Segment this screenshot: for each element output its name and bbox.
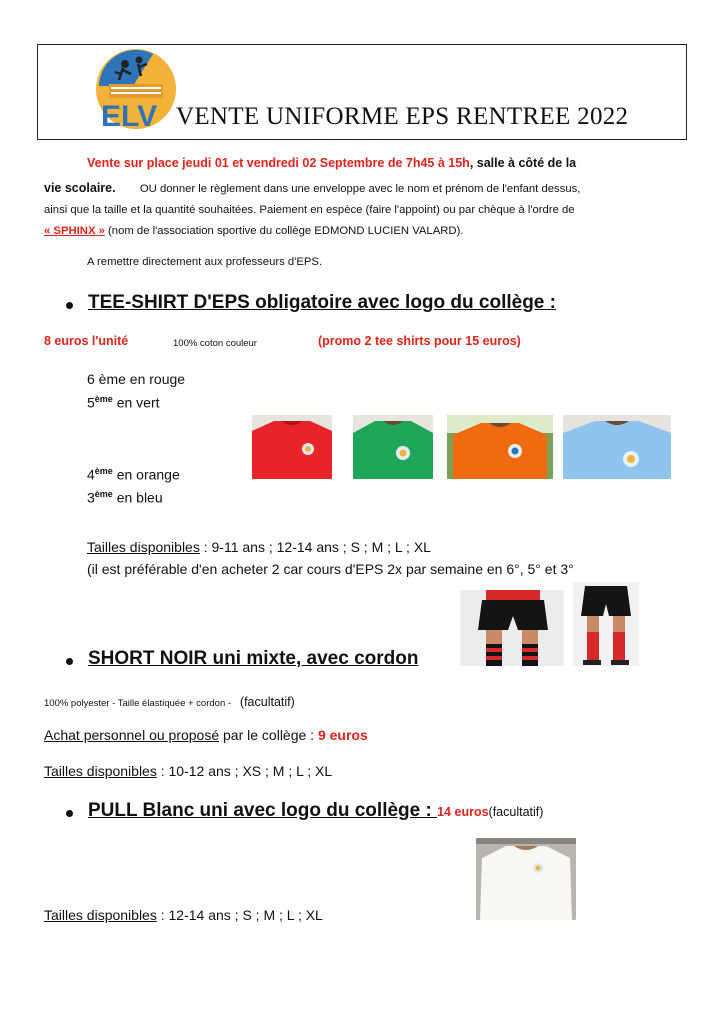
short-photo-front [460, 590, 564, 666]
teeshirt-note: (il est préférable d'en acheter 2 car cours d'EPS 2x par semaine en 6°, 5° et 3° [87, 561, 574, 577]
white-pull-photo [476, 838, 576, 920]
intro-line-3: ainsi que la taille et la quantité souhaitées. Paiement en espèce (faire l'appoint) ou par chèque à l'ordre de [44, 204, 575, 216]
color-4eme: 4ème en orange [87, 466, 180, 483]
bullet-icon [66, 658, 73, 665]
short-heading: SHORT NOIR uni mixte, avec cordon [88, 648, 419, 669]
intro-line-1: Vente sur place jeudi 01 et vendredi 02 Septembre de 7h45 à 15h, salle à côté de la [87, 156, 577, 170]
blue-teeshirt-photo [563, 415, 671, 479]
teeshirt-promo: (promo 2 tee shirts pour 15 euros) [318, 334, 521, 348]
color-6eme: 6 ème en rouge [87, 371, 186, 387]
teeshirt-material: 100% coton couleur [173, 338, 257, 349]
color-5eme: 5ème en vert [87, 394, 160, 411]
red-teeshirt-photo [252, 415, 332, 479]
pull-sizes: Tailles disponibles : 12-14 ans ; S ; M ; L ; XL [44, 907, 323, 923]
intro-line-2: vie scolaire. OU donner le règlement dans une enveloppe avec le nom et prénom de l'enfant dessus, [44, 181, 581, 195]
intro-line-4: « SPHINX » (nom de l'association sportive du collège EDMOND LUCIEN VALARD). [44, 225, 464, 237]
short-photo-back [573, 582, 639, 666]
pull-heading-line: PULL Blanc uni avec logo du collège : 14 euros(facultatif) [88, 800, 544, 821]
green-teeshirt-photo [353, 415, 433, 479]
school-sports-logo-icon [93, 46, 179, 132]
color-3eme: 3ème en bleu [87, 489, 163, 506]
short-sizes: Tailles disponibles : 10-12 ans ; XS ; M ; L ; XL [44, 763, 333, 779]
short-material-line: 100% polyester - Taille élastiquée + cordon - (facultatif) [44, 695, 295, 709]
page-title: VENTE UNIFORME EPS RENTREE 2022 [176, 103, 629, 130]
teeshirt-price: 8 euros l'unité [44, 334, 129, 348]
svg-text:ELV: ELV [101, 100, 158, 132]
intro-line-5: A remettre directement aux professeurs d'EPS. [87, 256, 323, 268]
orange-teeshirt-photo [447, 415, 553, 479]
bullet-icon [66, 810, 73, 817]
bullet-icon [66, 302, 73, 309]
short-purchase: Achat personnel ou proposé par le collège : 9 euros [44, 727, 368, 743]
teeshirt-sizes: Tailles disponibles : 9-11 ans ; 12-14 ans ; S ; M ; L ; XL [87, 539, 431, 555]
teeshirt-heading: TEE-SHIRT D'EPS obligatoire avec logo du collège : [88, 292, 556, 313]
